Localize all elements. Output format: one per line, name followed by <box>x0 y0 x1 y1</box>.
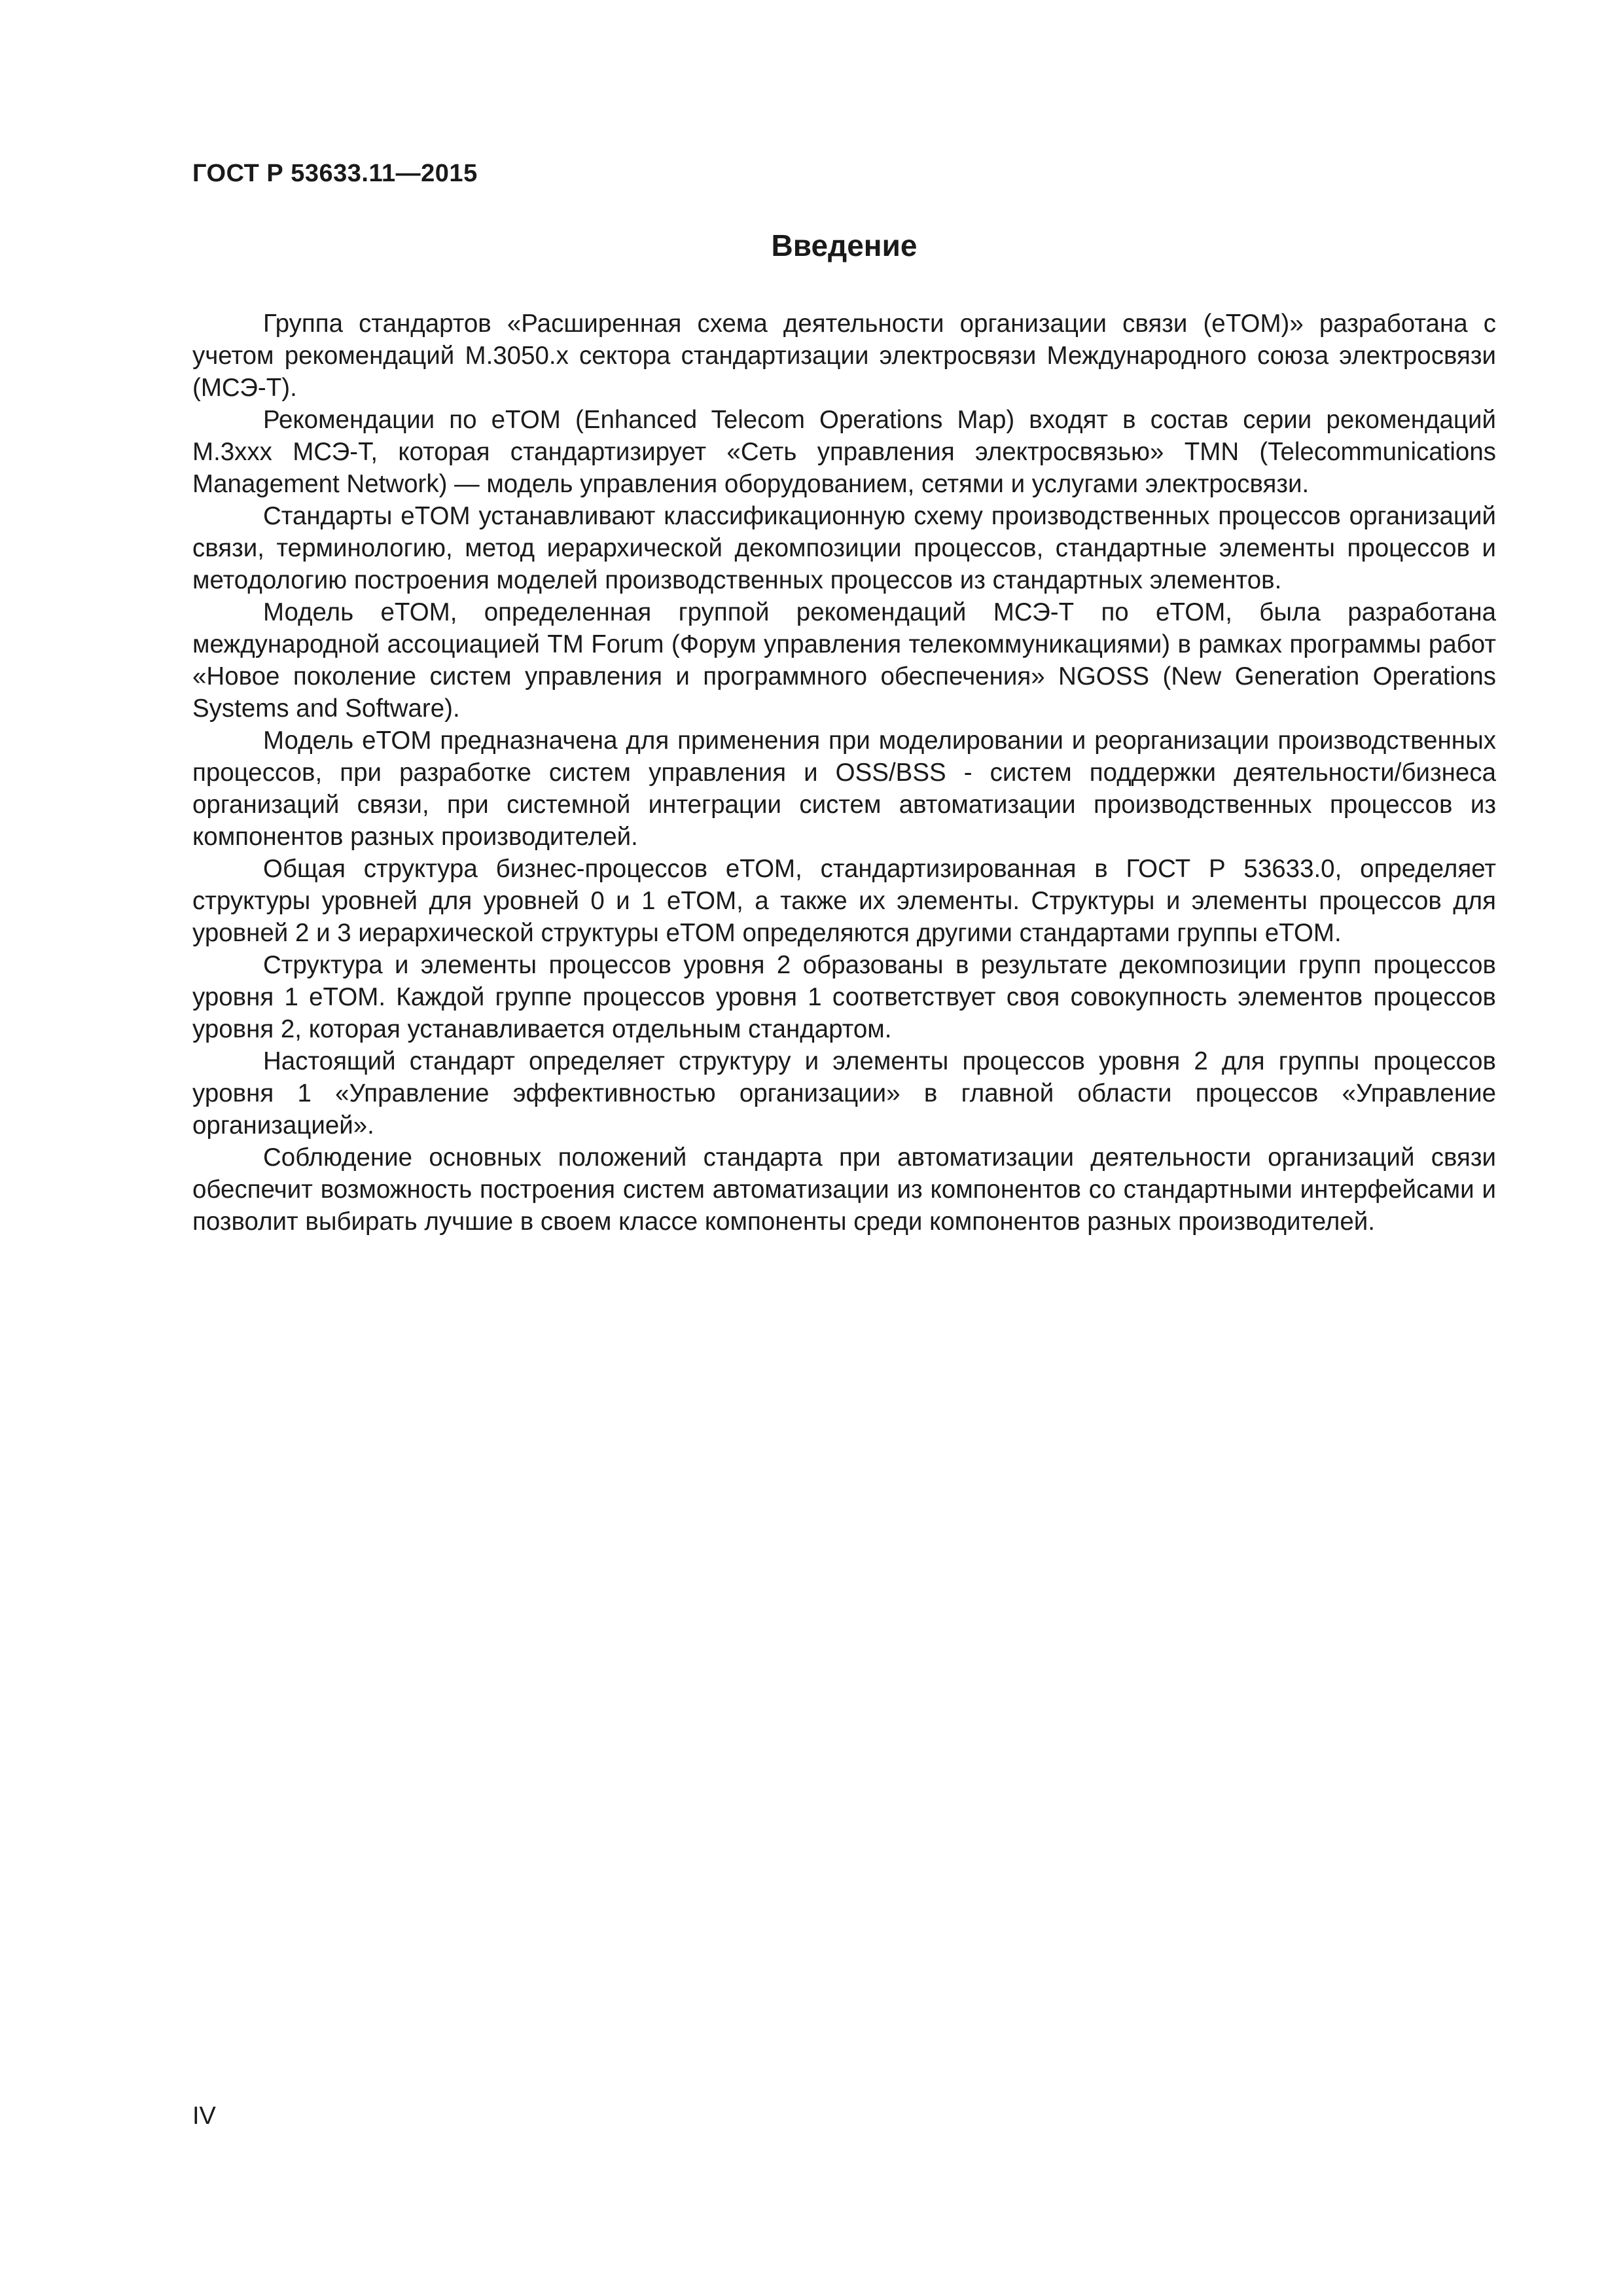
document-header: ГОСТ Р 53633.11—2015 <box>192 160 478 187</box>
paragraph-1: Группа стандартов «Расширенная схема деятельности организации связи (eTOM)» разработана с учетом рекомендаций М.3050.x сектора стандартизации электросвязи Международного союза электросвязи (МСЭ-Т). <box>192 310 1496 402</box>
paragraph-6: Общая структура бизнес-процессов eTOM, стандартизированная в ГОСТ Р 53633.0, определяет структуры уровней для уровней 0 и 1 eTOM, а также их элементы. Структуры и элементы процессов для уровней 2 и 3 иерархической структуры eTOM определяются другими стандартами группы eTOM. <box>192 855 1496 947</box>
paragraph-5: Модель eTOM предназначена для применения при моделировании и реорганизации производственных процессов, при разработке систем управления и OSS/BSS - систем поддержки деятельности/бизнеса организаций связи, при системной интеграции систем автоматизации производственных процессов из компонентов разных производителей. <box>192 726 1496 851</box>
paragraph-4: Модель eTOM, определенная группой рекомендаций МСЭ-Т по eTOM, была разработана международной ассоциацией TM Forum (Форум управления телекоммуникациями) в рамках программы работ «Новое поколение систем управления и программного обеспечения» NGOSS (New Generation Operations Systems and Software). <box>192 598 1496 723</box>
section-title: Введение <box>771 228 918 262</box>
paragraph-3: Стандарты eTOM устанавливают классификационную схему производственных процессов организаций связи, терминологию, метод иерархической декомпозиции процессов, стандартные элементы процессов и методологию построения моделей производственных процессов из стандартных элементов. <box>192 502 1496 594</box>
body-text <box>192 308 1496 1238</box>
paragraph-9: Соблюдение основных положений стандарта при автоматизации деятельности организаций связи обеспечит возможность построения систем автоматизации из компонентов со стандартными интерфейсами и позволит выбирать лучшие в своем классе компоненты среди компонентов разных производителей. <box>192 1143 1496 1236</box>
page-number: IV <box>192 2102 216 2130</box>
paragraph-7: Структура и элементы процессов уровня 2 образованы в результате декомпозиции групп процессов уровня 1 eTOM. Каждой группе процессов уровня 1 соответствует своя совокупность элементов процессов уровня 2, которая устанавливается отдельным стандартом. <box>192 951 1496 1043</box>
paragraph-8: Настоящий стандарт определяет структуру и элементы процессов уровня 2 для группы процессов уровня 1 «Управление эффективностью организации» в главной области процессов «Управление организацией». <box>192 1047 1496 1139</box>
paragraph-2: Рекомендации по eTOM (Enhanced Telecom Operations Map) входят в состав серии рекомендаций М.3xxx МСЭ-Т, которая стандартизирует «Сеть управления электросвязью» TMN (Telecommunications Management Network) — модель управления оборудованием, сетями и услугами электросвязи. <box>192 406 1496 498</box>
